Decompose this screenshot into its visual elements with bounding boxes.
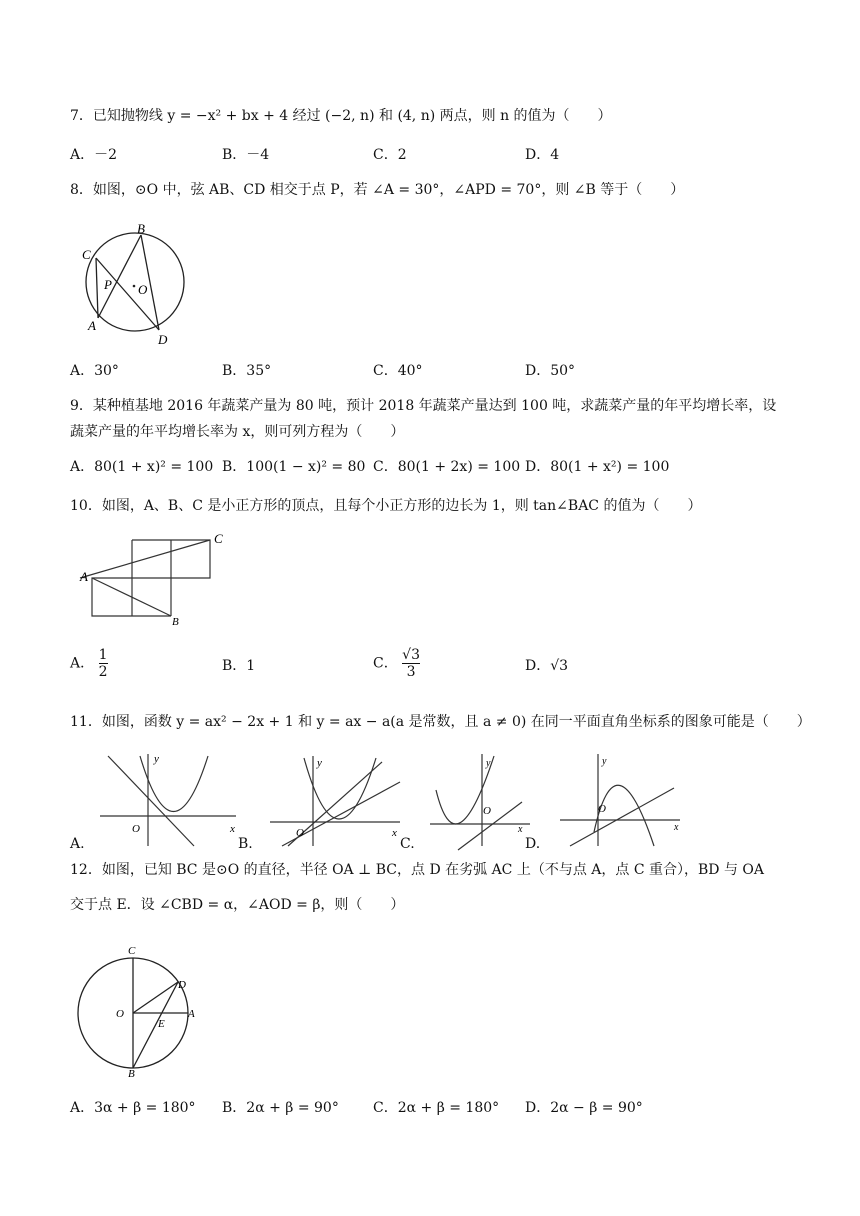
q8-option-c: C．40°	[373, 363, 423, 379]
q11-a-y-label: y	[154, 753, 159, 765]
q12-stem-line2: 交于点 E．设 ∠CBD = α，∠AOD = β，则（ ）	[70, 897, 405, 913]
q10-option-a-denominator: 2	[98, 664, 108, 680]
q8-label-a: A	[88, 318, 96, 333]
q10-option-c-numerator: √3	[402, 647, 420, 663]
q10-option-a-label: A．	[70, 655, 95, 672]
q8-label-c: C	[82, 247, 91, 262]
q12-label-e: E	[158, 1018, 165, 1030]
q11-d-x-label: x	[674, 822, 679, 833]
q12-label-o: O	[116, 1008, 124, 1020]
q9-option-d: D．80(1 + x²) = 100	[525, 459, 670, 475]
q10-option-a-fraction	[99, 647, 108, 680]
q9-stem-line1: 9．某种植基地 2016 年蔬菜产量为 80 吨，预计 2018 年蔬菜产量达到 100 吨，求蔬菜产量的年平均增长率，设	[70, 398, 777, 414]
q10-option-d: D．√3	[525, 658, 569, 674]
q10-option-c-denominator: 3	[406, 664, 416, 680]
q10-grid-figure	[74, 528, 244, 632]
q10-label-b: B	[172, 616, 179, 628]
q11-c-y-label: y	[486, 758, 491, 769]
q12-option-d: D．2α − β = 90°	[525, 1100, 643, 1116]
q9-option-c: C．80(1 + 2x) = 100	[373, 459, 521, 475]
q8-label-d: D	[158, 332, 168, 347]
q10-option-c-label: C．	[373, 655, 398, 672]
q9-stem-line2: 蔬菜产量的年平均增长率为 x，则可列方程为（ ）	[70, 424, 405, 440]
q7-option-c: C．2	[373, 147, 407, 163]
q12-stem-line1: 12．如图，已知 BC 是⊙O 的直径，半径 OA ⊥ BC，点 D 在劣弧 AC 上（不与点 A，点 C 重合），BD 与 OA	[70, 862, 765, 878]
q10-option-a-numerator: 1	[98, 647, 108, 663]
q9-option-b: B．100(1 − x)² = 80	[222, 459, 366, 475]
q9-option-a: A．80(1 + x)² = 100	[70, 459, 214, 475]
q8-stem: 8．如图，⊙O 中，弦 AB、CD 相交于点 P，若 ∠A = 30°，∠APD = 70°，则 ∠B 等于（ ）	[70, 182, 685, 198]
q11-graphs	[70, 742, 690, 852]
q12-option-b: B．2α + β = 90°	[222, 1100, 339, 1116]
q12-option-a: A．3α + β = 180°	[70, 1100, 196, 1116]
q10-option-c-fraction	[402, 647, 420, 680]
q8-label-p: P	[104, 277, 112, 292]
q12-option-c: C．2α + β = 180°	[373, 1100, 500, 1116]
q11-b-origin-label: O	[296, 827, 304, 839]
q8-label-o: O	[138, 282, 148, 297]
q8-label-b: B	[137, 221, 145, 236]
q10-option-a	[70, 647, 108, 680]
q12-circle-figure	[74, 942, 204, 1078]
q11-option-d: D.	[525, 836, 541, 852]
q11-d-origin-label: O	[598, 803, 606, 815]
q7-option-a: A．－2	[70, 147, 118, 163]
q11-option-a: A.	[70, 836, 85, 852]
q7-stem: 7．已知抛物线 y = −x² + bx + 4 经过 (−2, n) 和 (4, n) 两点，则 n 的值为（ ）	[70, 108, 612, 124]
q8-circle-figure	[74, 218, 194, 350]
q11-c-x-label: x	[518, 824, 523, 835]
q8-option-b: B．35°	[222, 363, 272, 379]
q11-option-c: C.	[400, 836, 415, 852]
q8-option-d: D．50°	[525, 363, 576, 379]
q10-stem: 10．如图，A、B、C 是小正方形的顶点，且每个小正方形的边长为 1，则 tan∠BAC 的值为（ ）	[70, 498, 702, 514]
q11-b-x-label: x	[392, 827, 397, 839]
q10-option-b: B．1	[222, 658, 256, 674]
q11-d-y-label: y	[602, 756, 607, 767]
q7-option-b: B．－4	[222, 147, 270, 163]
q10-option-c	[373, 647, 420, 680]
q8-option-a: A．30°	[70, 363, 119, 379]
q11-a-origin-label: O	[132, 823, 140, 835]
q7-option-d: D．4	[525, 147, 560, 163]
q12-label-d: D	[178, 979, 186, 991]
q10-label-a: A	[80, 569, 88, 584]
q12-label-c: C	[128, 945, 136, 957]
q10-label-c: C	[214, 531, 223, 546]
q12-label-a: A	[188, 1008, 195, 1020]
q11-stem: 11．如图，函数 y = ax² − 2x + 1 和 y = ax − a(a 是常数，且 a ≠ 0) 在同一平面直角坐标系的图象可能是（ ）	[70, 714, 811, 730]
q11-c-origin-label: O	[483, 805, 491, 817]
q12-label-b: B	[128, 1068, 135, 1078]
q11-b-y-label: y	[317, 757, 322, 769]
q11-a-x-label: x	[230, 823, 235, 835]
q11-option-b: B.	[238, 836, 253, 852]
